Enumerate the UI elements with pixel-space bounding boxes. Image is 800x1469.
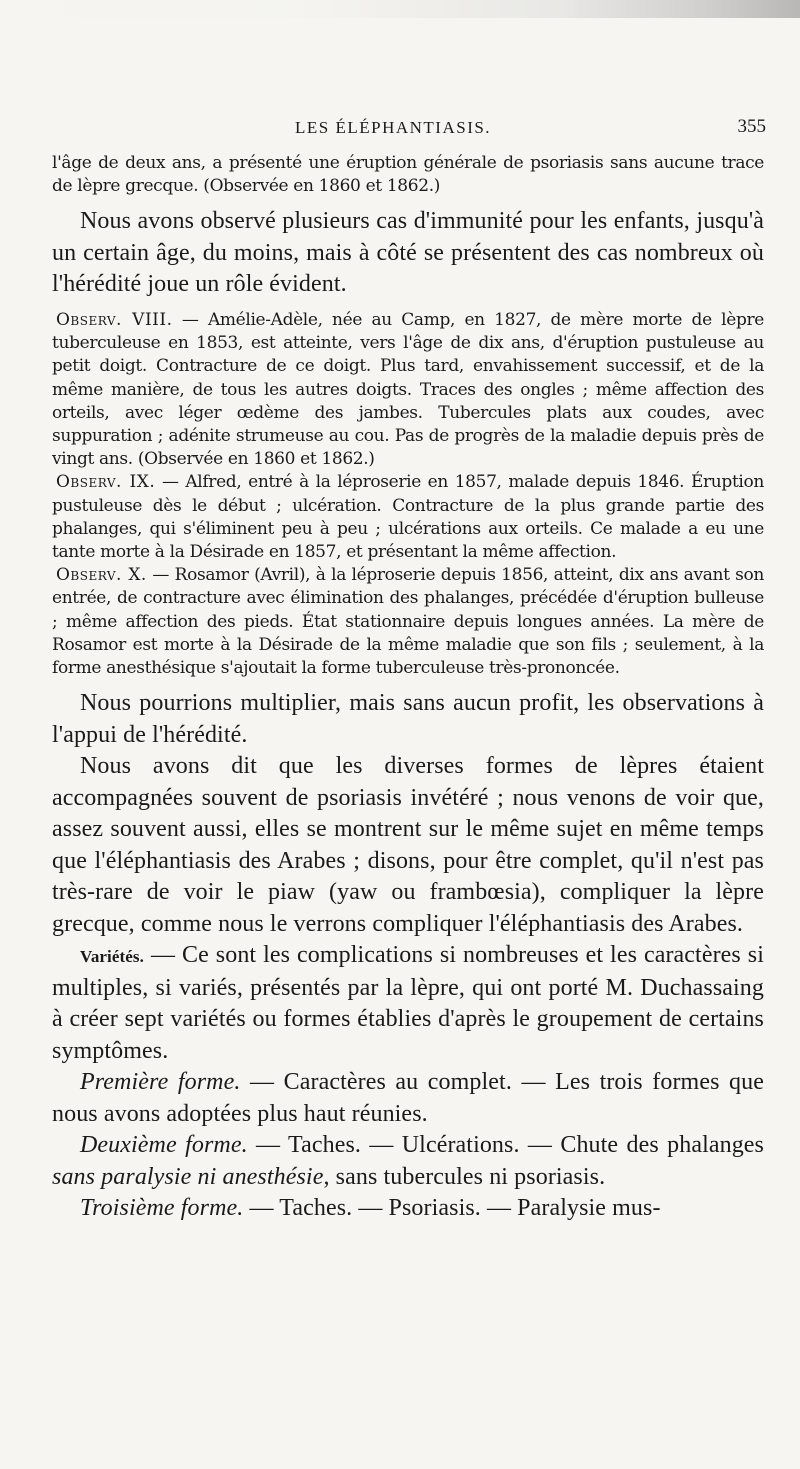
observation-9 bbox=[52, 471, 764, 564]
form-1-text: — Caractères au complet. — Les trois formes que nous avons adoptées plus haut réunies. bbox=[52, 1069, 765, 1127]
observation-9-label: Observ. IX. bbox=[56, 472, 156, 493]
observation-10 bbox=[52, 564, 764, 680]
form-2-text-b: , sans tubercules ni psoriasis. bbox=[323, 1163, 606, 1190]
paragraph-varietes bbox=[52, 940, 764, 1067]
scan-edge-shadow bbox=[0, 0, 800, 18]
page-header bbox=[0, 118, 800, 144]
paragraph-immunity: Nous avons observé plusieurs cas d'immunité pour les enfants, jusqu'à un certain âge, du moins, mais à côté se présentent des cas nombreux où l'hérédité joue un rôle évident. bbox=[52, 208, 764, 298]
paragraph-form-3 bbox=[52, 1193, 764, 1225]
page-body bbox=[52, 152, 764, 1225]
paragraph-continuation: l'âge de deux ans, a présenté une éruption générale de psoriasis sans aucune trace de lèpre grecque. (Observée en 1860 et 1862.) bbox=[52, 153, 764, 197]
paragraph-form-1 bbox=[52, 1067, 764, 1130]
varietes-text: — Ce sont les complications si nombreuses et les caractères si multiples, si variés, présentés par la lèpre, qui ont porté M. Duchassaing à créer sept variétés ou formes établies d'après le groupement de certains symptômes. bbox=[52, 942, 764, 1064]
paragraph-complications: Nous avons dit que les diverses formes de lèpres étaient accompagnées souvent de psoriasis invétéré ; nous venons de voir que, assez souvent aussi, elles se montrent sur le même sujet en même temps que l'éléphantiasis des Arabes ; disons, pour être complet, qu'il n'est pas très-rare de voir le piaw (yaw ou frambœsia), compliquer la lèpre grecque, comme nous le verrons compliquer l'éléphantiasis des Arabes. bbox=[52, 753, 764, 937]
observation-9-text: — Alfred, entré à la léproserie en 1857, malade depuis 1846. Éruption pustuleuse dès le début ; ulcération. Contracture de la plus grande partie des phalanges, qui s'éliminent peu à peu ; ulcérations aux orteils. Ce malade a eu une tante morte à la Désirade en 1857, et présentant la même affection. bbox=[52, 472, 764, 562]
page-number: 355 bbox=[737, 116, 766, 137]
running-title: LES ÉLÉPHANTIASIS. bbox=[295, 118, 492, 137]
form-2-label: Deuxième forme. bbox=[80, 1132, 248, 1159]
observation-10-text: — Rosamor (Avril), à la léproserie depuis 1856, atteint, dix ans avant son entrée, de contracture avec élimination des phalanges, précédée d'éruption bulleuse ; même affection des pieds. État stationnaire depuis longues années. La mère de Rosamor est morte à la Désirade de la même maladie que son fils ; seulement, à la forme anesthésique s'ajoutait la forme tuberculeuse très-prononcée. bbox=[52, 565, 764, 678]
form-2-italic: sans paralysie ni anesthésie bbox=[52, 1163, 324, 1190]
observation-8-text: — Amélie-Adèle, née au Camp, en 1827, de mère morte de lèpre tuberculeuse en 1853, est atteinte, vers l'âge de dix ans, d'éruption pustuleuse au petit doigt. Contracture de ce doigt. Plus tard, envahissement successif, et de la même manière, de tous les autres doigts. Traces des ongles ; même affection des orteils, avec léger œdème des jambes. Tubercules plats aux coudes, avec suppuration ; adénite strumeuse au cou. Pas de progrès de la maladie depuis près de vingt ans. (Observée en 1860 et 1862.) bbox=[52, 309, 764, 470]
form-3-label: Troisième forme. bbox=[80, 1195, 244, 1222]
paragraph-multiply: Nous pourrions multiplier, mais sans aucun profit, les observations à l'appui de l'hérédité. bbox=[52, 690, 764, 748]
varietes-label: Variétés. bbox=[80, 947, 145, 967]
observation-10-label: Observ. X. bbox=[56, 565, 147, 586]
form-3-text: — Taches. — Psoriasis. — Paralysie mus- bbox=[243, 1195, 661, 1222]
observation-8 bbox=[52, 309, 764, 471]
observation-8-label: Observ. VIII. bbox=[56, 309, 173, 330]
paragraph-form-2 bbox=[52, 1130, 764, 1193]
form-1-label: Première forme. bbox=[80, 1069, 241, 1096]
form-2-text-a: — Taches. — Ulcérations. — Chute des phalanges bbox=[247, 1132, 764, 1159]
